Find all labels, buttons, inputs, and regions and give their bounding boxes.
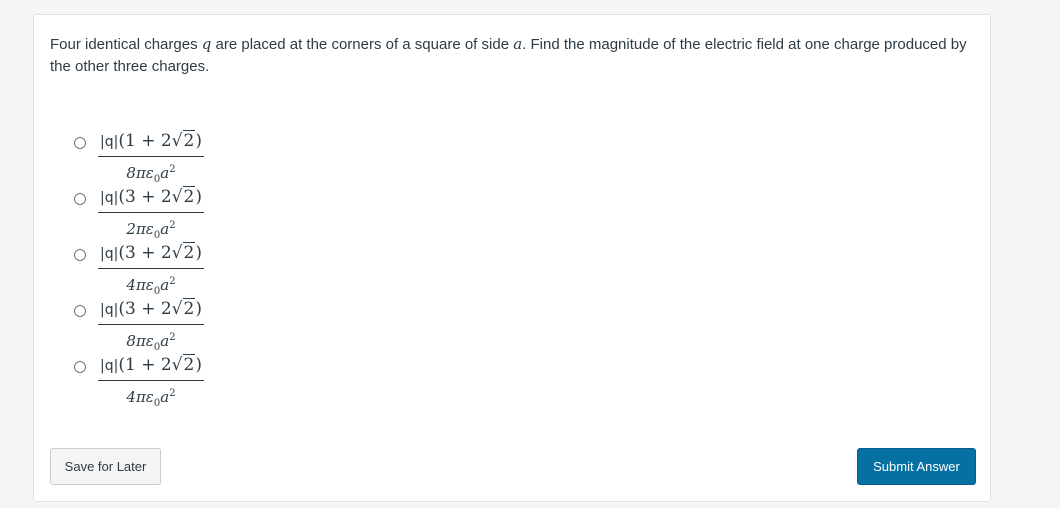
fraction-numerator: |q|(3 + 2√2) [98, 241, 204, 269]
answer-option-2[interactable] [74, 185, 204, 241]
fraction-denominator: $8\pi\varepsilon_0a^2$ [126, 332, 176, 353]
radio-button[interactable] [74, 137, 86, 149]
fraction-denominator: $4\pi\varepsilon_0a^2$ [126, 388, 176, 409]
answer-options [74, 129, 204, 409]
save-for-later-button[interactable]: Save for Later [50, 448, 161, 485]
answer-option-3[interactable] [74, 241, 204, 297]
option-fraction [98, 353, 204, 415]
radio-button[interactable] [74, 305, 86, 317]
fraction-denominator: $2\pi\varepsilon_0a^2$ [126, 220, 176, 241]
fraction-denominator: $4\pi\varepsilon_0a^2$ [126, 276, 176, 297]
radio-button[interactable] [74, 193, 86, 205]
question-text: Four identical charges q are placed at the corners of a square of side a. Find the magnitude of the electric field at one charge produced by the other three charges. [50, 35, 967, 75]
submit-answer-button[interactable]: Submit Answer [857, 448, 976, 485]
radio-button[interactable] [74, 361, 86, 373]
answer-option-4[interactable] [74, 297, 204, 353]
fraction-numerator: |q|(1 + 2√2) [98, 353, 204, 381]
option-fraction [98, 129, 204, 191]
option-fraction [98, 241, 204, 303]
question-card [33, 14, 991, 502]
option-fraction [98, 297, 204, 359]
fraction-numerator: |q|(3 + 2√2) [98, 185, 204, 213]
radio-button[interactable] [74, 249, 86, 261]
fraction-numerator: |q|(1 + 2√2) [98, 129, 204, 157]
fraction-denominator: $8\pi\varepsilon_0a^2$ [126, 164, 176, 185]
answer-option-5[interactable] [74, 353, 204, 409]
option-fraction [98, 185, 204, 247]
fraction-numerator: |q|(3 + 2√2) [98, 297, 204, 325]
answer-option-1[interactable] [74, 129, 204, 185]
